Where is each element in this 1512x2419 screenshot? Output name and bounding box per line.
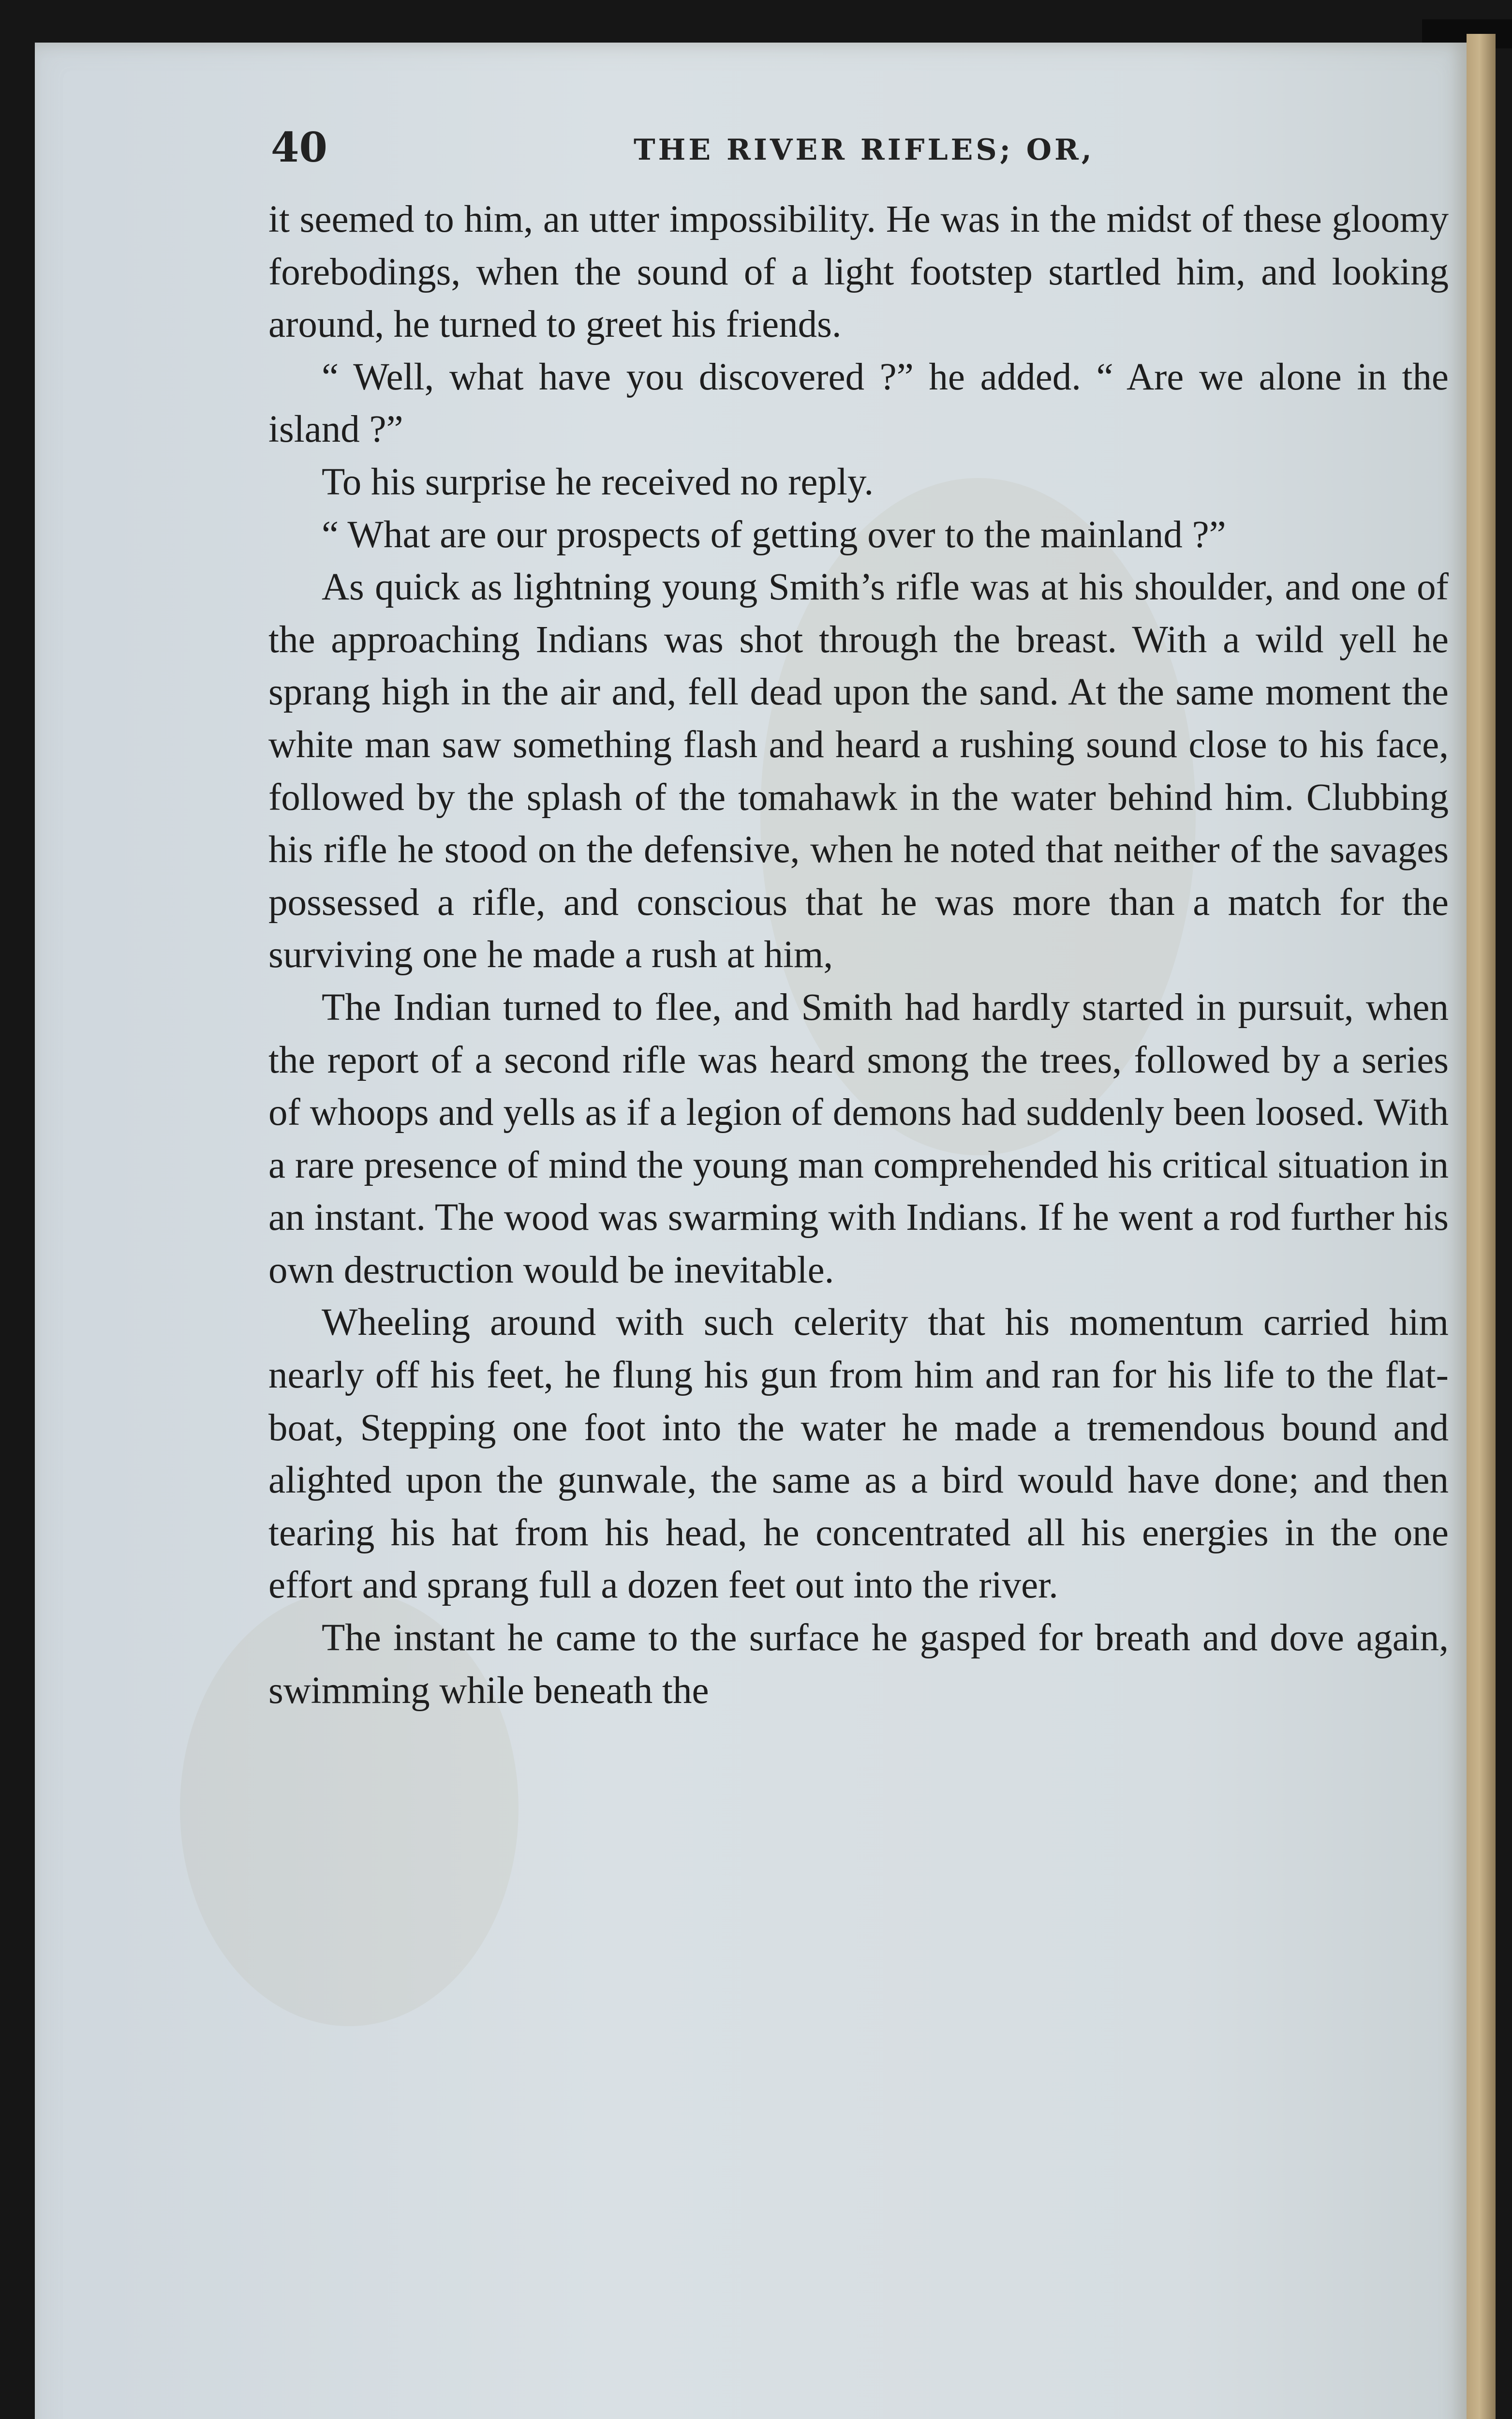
- paragraph: As quick as lightning young Smith’s rifle was at his shoulder, and one of the approaching Indians was shot through the breast. With a wild yell he sprang high in the air and, fell dead upon the sand. At the same moment the white man saw something flash and heard a rushing sound close to his face, followed by the splash of the tomahawk in the water behind him. Clubbing his rifle he stood on the defensive, when he noted that neither of the savages possessed a rifle, and conscious that he was more than a match for the surviving one he made a rush at him,: [268, 566, 1449, 976]
- running-head: THE RIVER RIFLES; OR,: [634, 133, 1095, 167]
- paragraph: “ Well, what have you discovered ?” he added. “ Are we alone in the island ?”: [268, 356, 1449, 451]
- paragraph: Wheeling around with such celerity that his momentum carried him nearly off his feet, he flung his gun from him and ran for his life to the flat-boat, Stepping one foot into the water he made a tremendous bound and alighted upon the gunwale, the same as a bird would have done; and then tearing his hat from his head, he concentrated all his energies in the one effort and sprang full a dozen feet out into the river.: [268, 1301, 1449, 1607]
- paragraph: “ What are our prospects of getting over to the mainland ?”: [322, 513, 1226, 556]
- page-header: [271, 119, 1446, 181]
- paragraph: To his surprise he received no reply.: [322, 461, 874, 503]
- page-edge: [1467, 34, 1496, 2419]
- paragraph: The Indian turned to flee, and Smith had hardly started in pursuit, when the report of a second rifle was heard smong the trees, followed by a series of whoops and yells as if a legion of demons had suddenly been loosed. With a rare presence of mind the young man comprehended his critical situation in an instant. The wood was swarming with Indians. If he went a rod further his own destruction would be inevitable.: [268, 986, 1449, 1291]
- body-text: [268, 194, 1449, 1717]
- paragraph: it seemed to him, an utter impossibility. He was in the midst of these gloomy forebodings, when the sound of a light footstep startled him, and looking around, he turned to greet his friends.: [268, 198, 1449, 346]
- paragraph: The instant he came to the surface he gasped for breath and dove again, swimming while beneath the: [268, 1617, 1449, 1712]
- page-number: 40: [271, 123, 327, 171]
